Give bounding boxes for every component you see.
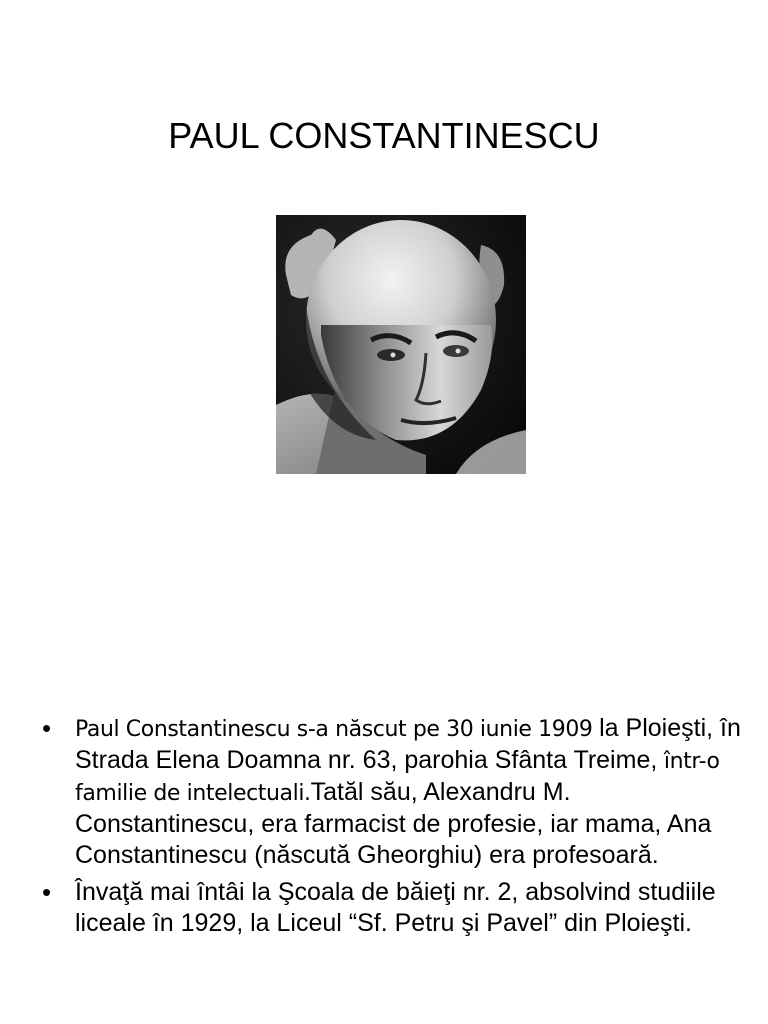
bullet-item: [42, 713, 742, 871]
text-run: la Ploieşti, în Strada Elena Doamna nr. 63, parohia Sfânta Treime,: [75, 714, 741, 774]
portrait-photo: [276, 215, 526, 474]
text-run: Tatăl său, Alexandru M. Constantinescu, era farmacist de profesie, iar mama, Ana Constantinescu (născută Gheorghiu) era profesoară.: [75, 778, 712, 869]
slide-title: PAUL CONSTANTINESCU: [168, 115, 600, 156]
bullet-item: [42, 877, 742, 939]
text-run: Învaţă mai întâi la Şcoala de băieţi nr. 2, absolvind studiile liceale în 1929, la Liceul “Sf. Petru şi Pavel” din Ploieşti.: [75, 878, 716, 937]
bullet-text: [75, 877, 742, 939]
bullet-symbol: •: [42, 713, 52, 743]
bullet-text: [75, 713, 742, 871]
text-run: într-o familie de intelectuali.: [75, 749, 720, 806]
bullet-symbol: •: [42, 877, 52, 907]
portrait-illustration: [276, 215, 526, 474]
text-run: Paul Constantinescu s-a născut pe 30 iunie 1909: [75, 717, 600, 742]
bullet-list: [42, 713, 742, 945]
